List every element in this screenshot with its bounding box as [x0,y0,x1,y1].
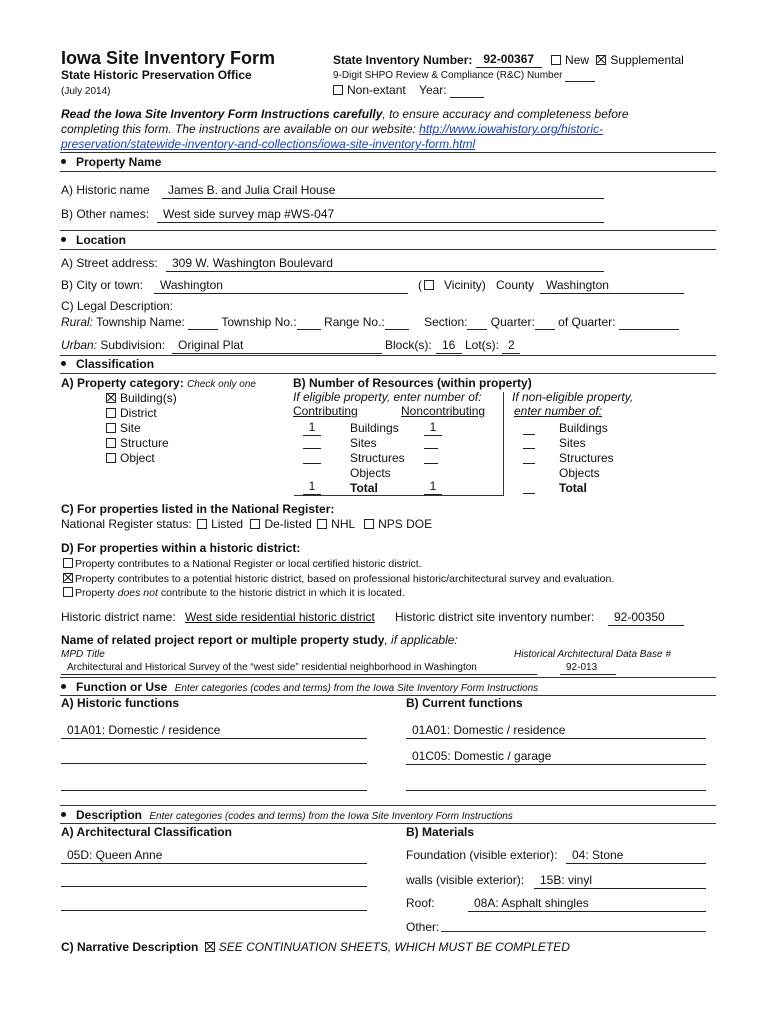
district-option-3-checkbox[interactable] [63,587,73,597]
property-name-heading-text: Property Name [76,155,162,169]
city-label: B) City or town: [61,278,144,292]
historic-name-label: A) Historic name [61,183,150,197]
property-category-label: A) Property category: [61,376,184,390]
county-label: County [496,278,535,292]
description-heading [61,809,513,823]
district-option-label: Property [75,587,118,599]
vicinity-checkbox[interactable] [424,280,434,290]
range-label: Range No.: [324,315,385,329]
nps-doe-label: NPS DOE [378,517,433,531]
nr-status-label: National Register status: [61,517,192,531]
category-label: Structure [120,436,169,450]
ne-structures[interactable] [523,450,535,464]
rc-field[interactable] [565,71,595,82]
resources-label: B) Number of Resources (within property) [293,376,532,390]
section-field[interactable] [467,317,487,330]
narrative-label: C) Narrative Description [61,940,199,954]
historic-function-1[interactable]: 01A01: Domestic / residence [61,724,367,739]
arch-classification-label: A) Architectural Classification [61,825,232,839]
nonextant-label: Non-extant [347,83,406,97]
nr-status-row [61,518,432,532]
other-materials-field[interactable] [441,931,706,932]
materials-label: B) Materials [406,825,475,839]
section-label: Section: [424,315,468,329]
nhl-label: NHL [331,517,355,531]
listed-checkbox[interactable] [197,519,207,529]
arch-classification-3[interactable] [61,897,367,911]
other-names-label: B) Other names: [61,207,150,221]
district-name-field[interactable]: West side residential historic district [185,610,375,624]
current-functions-label: B) Current functions [406,696,523,710]
row-label: Buildings [350,421,399,435]
property-category-row [61,377,256,391]
roof-label: Roof: [406,896,435,910]
arch-classification-2[interactable] [61,873,367,887]
instructions-link-2[interactable]: preservation/statewide-inventory-and-collections/iowa-site-inventory-form.html [61,137,476,151]
noncontrib-total[interactable]: 1 [424,480,442,495]
rural-row [61,316,679,330]
range-field[interactable] [385,317,409,330]
urban-row [61,339,165,353]
structure-checkbox[interactable] [106,438,116,448]
function-heading [61,681,538,695]
row-label: Structures [559,451,614,465]
description-hint: Enter categories (codes and terms) from the Iowa Site Inventory Form Instructions [149,811,513,822]
noneligible-label: If non-eligible property, [512,390,634,404]
county-field[interactable]: Washington [540,279,684,294]
intro-line-3 [61,138,475,152]
historic-name-field[interactable]: James B. and Julia Crail House [162,184,604,199]
bullet-icon [61,237,66,242]
divider [60,823,716,824]
quarter-field[interactable] [535,317,555,330]
vicinity-row: ( Vicinity) [418,278,486,292]
district-option-label: contribute to the historic district in which it is located. [157,587,405,599]
classification-heading [61,358,154,372]
building-checkbox[interactable] [106,393,116,403]
category-object[interactable] [106,451,177,466]
lot-label: Lot(s): [465,338,500,352]
mpd-title-field[interactable]: Architectural and Historical Survey of the “west side” residential neighborhood in Washington [61,662,537,675]
supplemental-label: Supplemental [610,53,684,68]
of-quarter-field[interactable] [619,317,679,330]
intro-bold: Read the Iowa Site Inventory Form Instructions carefully [61,107,383,121]
bullet-icon [61,361,66,366]
category-site[interactable] [106,421,177,436]
bullet-icon [61,684,66,689]
of-quarter-label: of Quarter: [558,315,616,329]
object-checkbox[interactable] [106,453,116,463]
contrib-total[interactable]: 1 [303,480,321,495]
nps-doe-checkbox[interactable] [364,519,374,529]
district-checkbox[interactable] [106,408,116,418]
rc-row [333,70,595,82]
category-structure[interactable] [106,436,177,451]
row-label-total: Total [350,481,378,495]
property-name-heading [61,156,161,170]
state-inventory-number[interactable]: 92-00367 [476,53,542,68]
district-name-label: Historic district name: [61,610,176,624]
row-label: Structures [350,451,405,465]
district-heading: D) For properties within a historic district: [61,541,301,555]
ne-rows [559,421,614,496]
state-inventory-label: State Inventory Number: [333,53,473,68]
block-label: Block(s): [385,338,432,352]
divider [60,230,716,231]
subdivision-field[interactable]: Original Plat [172,339,382,354]
intro-line-2 [61,123,603,137]
divider [60,171,716,172]
classification-heading-text: Classification [76,357,155,371]
office-name: State Historic Preservation Office [61,68,252,82]
noncontrib-sites[interactable] [424,435,438,449]
walls-label: walls (visible exterior): [406,873,525,887]
rural-label: Rural: [61,315,94,329]
historic-functions-label: A) Historic functions [61,696,180,710]
delisted-label: De-listed [264,517,312,531]
ne-buildings[interactable] [523,421,535,435]
rc-label: 9-Digit SHPO Review & Compliance (R&C) Number [333,70,563,81]
contributing-header: Contributing [293,404,358,418]
other-materials-label: Other: [406,920,440,934]
intro-line2-text: completing this form. The instructions are available on our website: [61,122,420,136]
related-label: Name of related project report or multiple property study [61,633,385,647]
district-number-label: Historic district site inventory number: [395,610,595,624]
district-option-emphasis: does not [117,587,158,599]
related-row [61,634,458,648]
mpd-title-label: MPD Title [61,649,105,660]
category-label: District [120,406,157,420]
divider [60,152,716,153]
current-function-2[interactable]: 01C05: Domestic / garage [406,750,706,765]
district-option-label: Property contributes to a potential historic district, based on professional historic/architectural survey and evaluation. [75,572,615,585]
quarter-label: Quarter: [490,315,535,329]
location-heading-text: Location [76,233,126,247]
row-label: Objects [350,466,391,480]
other-names-field[interactable]: West side survey map #WS-047 [157,208,604,223]
had-label: Historical Architectural Data Base # [514,649,671,660]
function-hint: Enter categories (codes and terms) from the Iowa Site Inventory Form Instructions [174,683,539,694]
block-field[interactable]: 16 [436,339,462,354]
intro-line-1 [61,108,629,122]
property-category-hint: Check only one [187,379,256,390]
walls-field[interactable]: 15B: vinyl [534,874,706,889]
divider [60,677,716,678]
listed-label: Listed [211,517,244,531]
district-options [63,557,614,601]
form-date: (July 2014) [61,86,111,97]
district-option-2[interactable] [63,572,614,587]
function-heading-text: Function or Use [76,680,168,694]
street-label: A) Street address: [61,256,158,270]
category-list [106,391,177,466]
nr-heading: C) For properties listed in the National Register: [61,502,335,516]
divider [60,373,716,374]
instructions-link-1[interactable]: http://www.iowahistory.org/historic- [419,122,604,136]
contrib-sites[interactable] [303,435,321,449]
eligible-label: If eligible property, enter number of: [293,390,482,404]
roof-field[interactable]: 08A: Asphalt shingles [468,897,706,912]
year-label: Year: [419,83,447,97]
contrib-buildings[interactable]: 1 [303,421,321,436]
category-label: Building(s) [120,391,177,405]
district-option-label: Property contributes to a National Register or local certified historic district. [75,558,422,570]
nonextant-row [333,84,484,98]
delisted-checkbox[interactable] [250,519,260,529]
urban-label: Urban: [61,338,98,352]
street-field[interactable]: 309 W. Washington Boulevard [166,257,604,272]
narrative-checkbox[interactable] [205,942,215,952]
bullet-icon [61,812,66,817]
district-option-2-checkbox[interactable] [63,573,73,583]
category-label: Object [120,451,155,465]
row-label: Sites [559,436,586,450]
historic-function-2[interactable] [61,750,367,764]
divider [60,805,716,806]
township-name-field[interactable] [188,317,218,330]
site-checkbox[interactable] [106,423,116,433]
district-option-1[interactable] [63,557,614,572]
district-number-field[interactable]: 92-00350 [608,611,684,626]
bullet-icon [61,159,66,164]
divider [60,355,716,356]
noncontrib-structures[interactable] [424,450,438,464]
had-field[interactable]: 92-013 [560,662,616,675]
new-label: New [565,53,590,68]
state-inventory-row [333,53,684,68]
township-no-label: Township No.: [221,315,297,329]
contrib-structures[interactable] [303,450,321,464]
noneligible-label-2: enter number of: [514,404,603,418]
supplemental-checkbox[interactable] [596,55,606,65]
divider [60,249,716,250]
vicinity-label: Vicinity) [444,278,486,292]
row-label-total: Total [559,481,587,495]
narrative-value: SEE CONTINUATION SHEETS, WHICH MUST BE COMPLETED [218,940,570,954]
description-heading-text: Description [76,808,143,822]
row-label: Sites [350,436,377,450]
form-title: Iowa Site Inventory Form [61,48,276,68]
legal-description-label: C) Legal Description: [61,299,174,313]
township-name-label: Township Name: [96,315,185,329]
total-rule [294,495,504,496]
row-label: Buildings [559,421,608,435]
ne-total[interactable] [523,480,535,494]
city-field[interactable]: Washington [154,279,408,294]
noncontributing-header: Noncontributing [401,404,486,418]
district-option-3[interactable] [63,586,614,601]
township-no-field[interactable] [297,317,321,330]
narrative-row [61,941,570,955]
arch-classification-1[interactable]: 05D: Queen Anne [61,849,367,864]
nonextant-checkbox[interactable] [333,85,343,95]
district-option-1-checkbox[interactable] [63,558,73,568]
intro-rest: , to ensure accuracy and completeness before [382,107,629,121]
related-hint: , if applicable: [384,633,458,647]
category-label: Site [120,421,141,435]
category-building[interactable] [106,391,177,406]
foundation-label: Foundation (visible exterior): [406,848,558,862]
column-divider [503,392,504,495]
year-field[interactable] [450,85,484,98]
noncontrib-buildings[interactable]: 1 [424,421,442,436]
category-district[interactable] [106,406,177,421]
row-label: Objects [559,466,600,480]
foundation-field[interactable]: 04: Stone [566,849,706,864]
resource-rows [350,421,405,496]
subdivision-label: Subdivision: [100,338,166,352]
nhl-checkbox[interactable] [317,519,327,529]
ne-sites[interactable] [523,435,535,449]
historic-function-3[interactable] [61,777,367,791]
lot-field[interactable]: 2 [502,339,520,354]
location-heading [61,234,126,248]
current-function-1[interactable]: 01A01: Domestic / residence [406,724,706,739]
current-function-3[interactable] [406,777,706,791]
new-checkbox[interactable] [551,55,561,65]
